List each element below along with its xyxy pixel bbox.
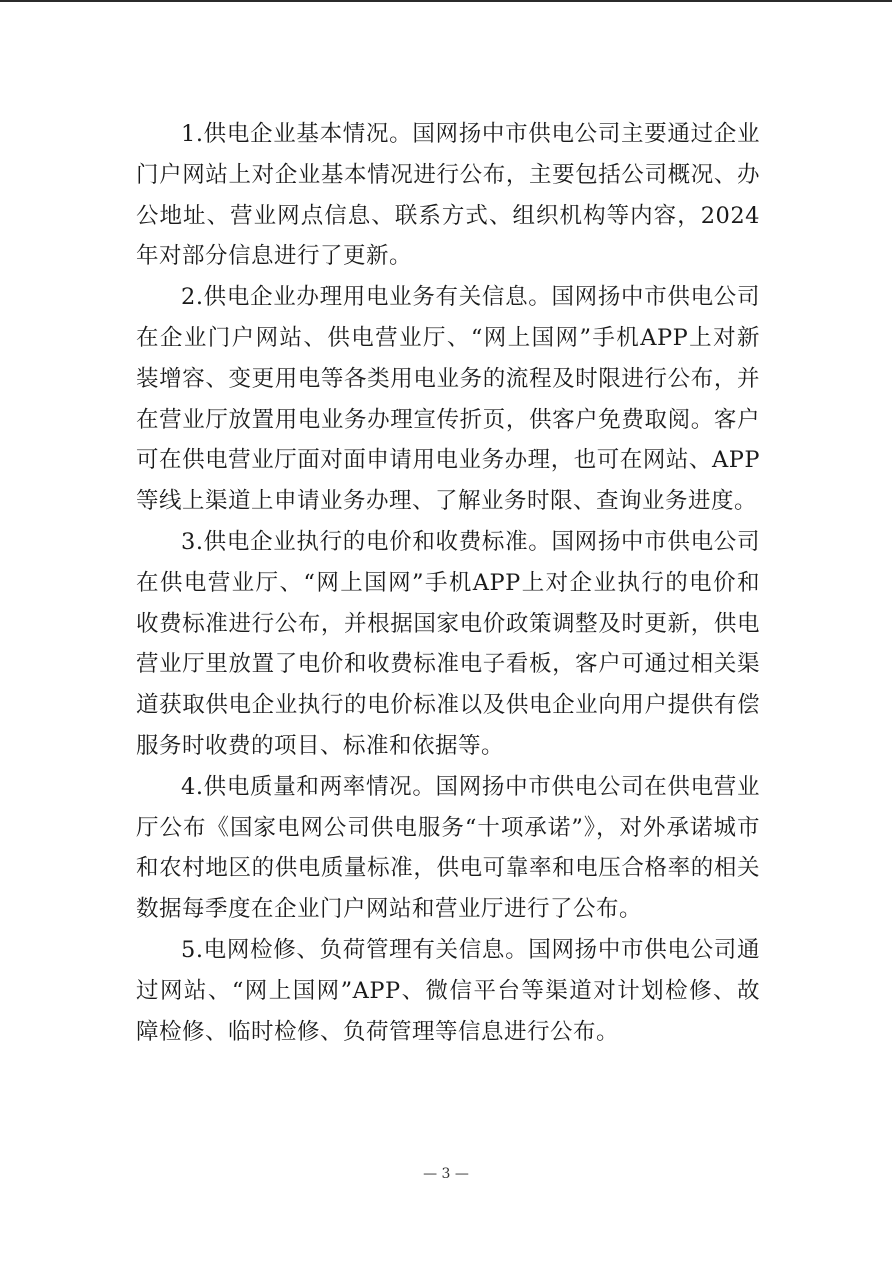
paragraph-supply-quality: 4.供电质量和两率情况。国网扬中市供电公司在供电营业厅公布《国家电网公司供电服务“十项承诺”》，对外承诺城市和农村地区的供电质量标准，供电可靠率和电压合格率的相关数据每季度在企业门户网站和营业厅进行了公布。 [136,773,760,923]
document-body [136,114,760,1052]
paragraph-pricing-standards: 3.供电企业执行的电价和收费标准。国网扬中市供电公司在供电营业厅、“网上国网”手机APP上对企业执行的电价和收费标准进行公布，并根据国家电价政策调整及时更新，供电营业厅里放置了电价和收费标准电子看板，客户可通过相关渠道获取供电企业执行的电价标准以及供电企业向用户提供有偿服务时收费的项目、标准和依据等。 [136,528,760,759]
paragraph-business-info: 2.供电企业办理用电业务有关信息。国网扬中市供电公司在企业门户网站、供电营业厅、“网上国网”手机APP上对新装增容、变更用电等各类用电业务的流程及时限进行公布，并在营业厅放置用电业务办理宣传折页，供客户免费取阅。客户可在供电营业厅面对面申请用电业务办理，也可在网站、APP等线上渠道上申请业务办理、了解业务时限、查询业务进度。 [136,284,760,515]
page-number: — 3 — [423,1166,469,1182]
paragraph-basic-info: 1.供电企业基本情况。国网扬中市供电公司主要通过企业门户网站上对企业基本情况进行公布，主要包括公司概况、办公地址、营业网点信息、联系方式、组织机构等内容，2024年对部分信息进行了更新。 [136,121,760,270]
paragraph-maintenance-info: 5.电网检修、负荷管理有关信息。国网扬中市供电公司通过网站、“网上国网”APP、微信平台等渠道对计划检修、故障检修、临时检修、负荷管理等信息进行公布。 [136,936,760,1045]
